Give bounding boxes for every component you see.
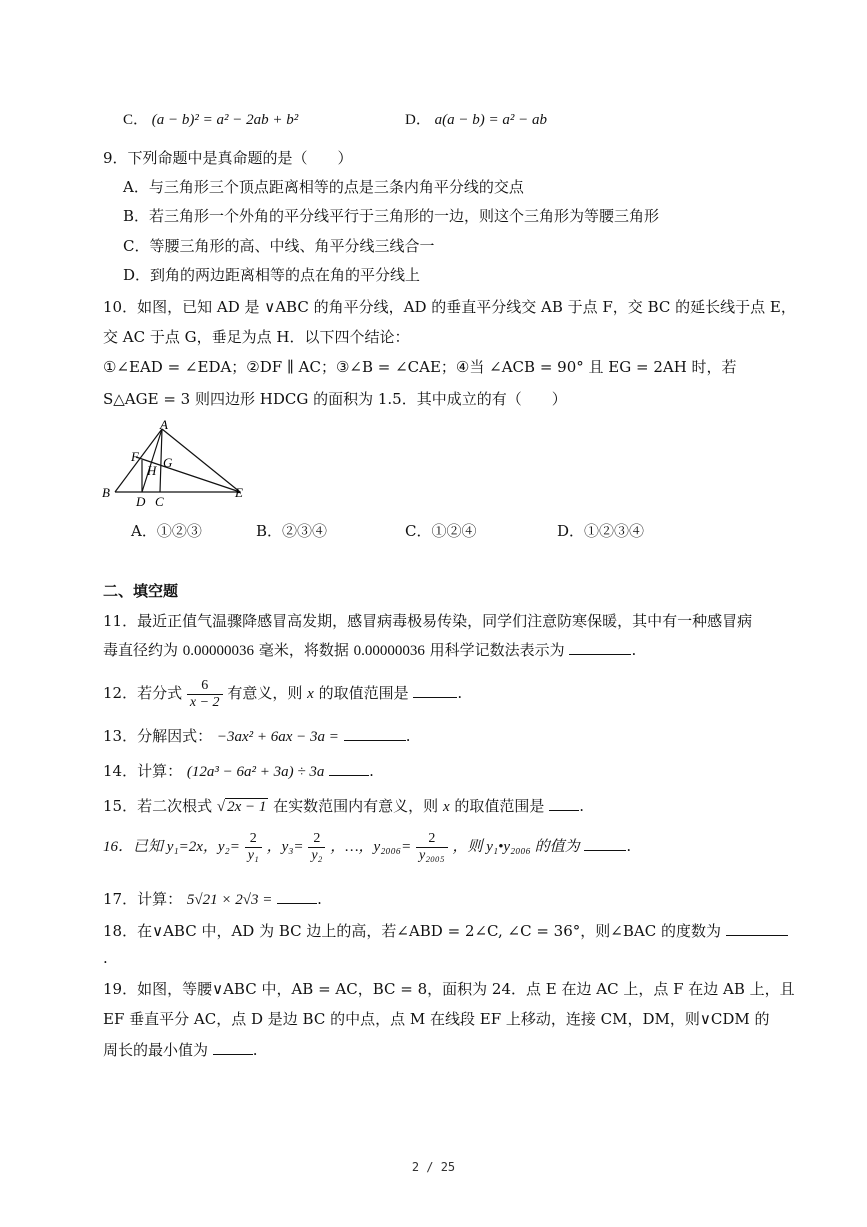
q16-line — [103, 829, 631, 864]
fraction-2 — [308, 831, 325, 864]
q18-line-1 — [103, 921, 788, 941]
text: 18．在∨ABC 中，AD 为 BC 边上的高，若∠ABD = 2∠C, ∠C = 36°，则∠BAC 的度数为 — [103, 922, 721, 940]
label-d: D — [136, 494, 146, 509]
q19-line-3 — [103, 1040, 258, 1060]
text: ，则 y₁•y₂₀₀₆ 的值为 — [452, 839, 580, 855]
q19-line-1: 19．如图，等腰∨ABC 中，AB = AC，BC = 8，面积为 24．点 E 在边 AC 上，点 F 在边 AB 上，且 — [103, 980, 795, 998]
q10-option-d: D．①②③④ — [557, 522, 645, 540]
q8-option-c — [123, 110, 298, 130]
denominator: x − 2 — [189, 694, 220, 710]
label-f: F — [131, 449, 139, 464]
answer-blank[interactable] — [569, 640, 631, 655]
page-number: 2 / 25 — [411, 1160, 456, 1174]
label-b: B — [102, 485, 110, 500]
period: . — [252, 1041, 258, 1059]
numerator: 2 — [416, 831, 448, 848]
variable: x — [307, 686, 314, 702]
denominator: y₂ — [311, 847, 323, 863]
q9-option-b: B．若三角形一个外角的平分线平行于三角形的一边，则这个三角形为等腰三角形 — [123, 207, 660, 225]
period: . — [631, 641, 637, 659]
math-expression: −3ax² + 6ax − 3a = — [216, 729, 339, 745]
q9-option-a: A．与三角形三个顶点距离相等的点是三条内角平分线的交点 — [123, 178, 524, 196]
label-h: H — [147, 463, 157, 478]
label-a: A — [160, 417, 168, 432]
line-ae — [162, 429, 240, 492]
label-e: E — [235, 485, 243, 500]
section-heading: 二、填空题 — [103, 582, 179, 600]
q11-line-2 — [103, 640, 636, 661]
label-c: C — [155, 494, 164, 509]
q12-line — [103, 676, 462, 711]
text: 17．计算： — [103, 890, 183, 908]
denominator: y₁ — [247, 847, 259, 863]
q13-line — [103, 726, 411, 747]
text: 的取值范围是 — [454, 797, 545, 815]
q11-line-1: 11．最近正值气温骤降感冒高发期，感冒病毒极易传染，同学们注意防寒保暖，其中有一种感冒病 — [103, 612, 753, 630]
period: . — [317, 890, 322, 908]
text: 周长的最小值为 — [103, 1041, 209, 1059]
answer-blank[interactable] — [344, 726, 406, 741]
fraction-1 — [245, 831, 262, 864]
q10-triangle-figure — [100, 417, 260, 509]
text: 在实数范围内有意义，则 — [273, 797, 439, 815]
fraction-3 — [416, 831, 448, 864]
denominator: y₂₀₀₅ — [418, 847, 445, 863]
numerator: 6 — [187, 678, 223, 695]
q10-option-c: C．①②④ — [405, 522, 477, 540]
text: 毫米，将数据 — [258, 641, 349, 659]
q18-line-2: . — [103, 949, 108, 967]
answer-blank[interactable] — [213, 1040, 253, 1055]
numerator: 2 — [308, 831, 325, 848]
q10-option-a: A．①②③ — [131, 522, 202, 540]
answer-blank[interactable] — [277, 889, 317, 904]
line-ac — [160, 429, 162, 492]
numerator: 2 — [245, 831, 262, 848]
math-expression: (12a³ − 6a² + 3a) ÷ 3a — [186, 764, 325, 780]
q9-stem: 9．下列命题中是真命题的是（ ） — [103, 149, 353, 167]
text: 有意义，则 — [227, 684, 303, 702]
q10-line-1: 10．如图，已知 AD 是 ∨ABC 的角平分线，AD 的垂直平分线交 AB 于点 F，交 BC 的延长线于点 E， — [103, 298, 796, 316]
answer-blank[interactable] — [413, 683, 457, 698]
text: 15．若二次根式 — [103, 797, 213, 815]
q10-line-4: S△AGE = 3 则四边形 HDCG 的面积为 1.5．其中成立的有（ ） — [103, 390, 567, 408]
text: 16．已知 y₁=2x，y₂= — [103, 839, 240, 855]
label-g: G — [163, 455, 173, 470]
q10-line-3: ①∠EAD = ∠EDA；②DF ∥ AC；③∠B = ∠CAE；④当 ∠ACB = 90° 且 EG = 2AH 时，若 — [103, 358, 737, 376]
q15-line — [103, 796, 584, 817]
answer-blank[interactable] — [726, 921, 788, 936]
math-expression: 5√21 × 2√3 = — [186, 892, 273, 908]
math-expression: a(a − b) = a² − ab — [434, 112, 547, 128]
q17-line — [103, 889, 322, 910]
number: 0.00000036 — [353, 643, 425, 659]
period: . — [369, 762, 374, 780]
period: . — [405, 727, 411, 745]
number: 0.00000036 — [182, 643, 255, 659]
q8-option-d — [405, 110, 547, 130]
text: 毒直径约为 — [103, 641, 179, 659]
option-label: D． — [405, 112, 431, 128]
text: 12．若分式 — [103, 684, 183, 702]
text: 13．分解因式： — [103, 727, 213, 745]
math-expression: (a − b)² = a² − 2ab + b² — [151, 112, 299, 128]
fraction — [187, 678, 223, 711]
text: ，…，y₂₀₀₆= — [330, 839, 412, 855]
period: . — [457, 684, 463, 702]
option-label: C． — [123, 112, 149, 128]
answer-blank[interactable] — [329, 761, 369, 776]
text: 14．计算： — [103, 762, 183, 780]
radicand: 2x − 1 — [227, 799, 267, 815]
text: 的取值范围是 — [318, 684, 409, 702]
answer-blank[interactable] — [549, 796, 579, 811]
period: . — [626, 837, 632, 855]
q9-option-d: D．到角的两边距离相等的点在角的平分线上 — [123, 266, 421, 284]
q19-line-2: EF 垂直平分 AC，点 D 是边 BC 的中点，点 M 在线段 EF 上移动，连接 CM，DM，则∨CDM 的 — [103, 1010, 770, 1028]
text: 用科学记数法表示为 — [429, 641, 565, 659]
q14-line — [103, 761, 374, 782]
q10-line-2: 交 AC 于点 G，垂足为点 H．以下四个结论： — [103, 328, 410, 346]
q9-option-c: C．等腰三角形的高、中线、角平分线三线合一 — [123, 237, 435, 255]
variable: x — [442, 799, 450, 815]
text: ，y₃= — [266, 839, 304, 855]
answer-blank[interactable] — [584, 836, 626, 851]
q10-option-b: B．②③④ — [256, 522, 328, 540]
radical: √ 2x − 1 — [216, 799, 267, 815]
period: . — [579, 797, 584, 815]
